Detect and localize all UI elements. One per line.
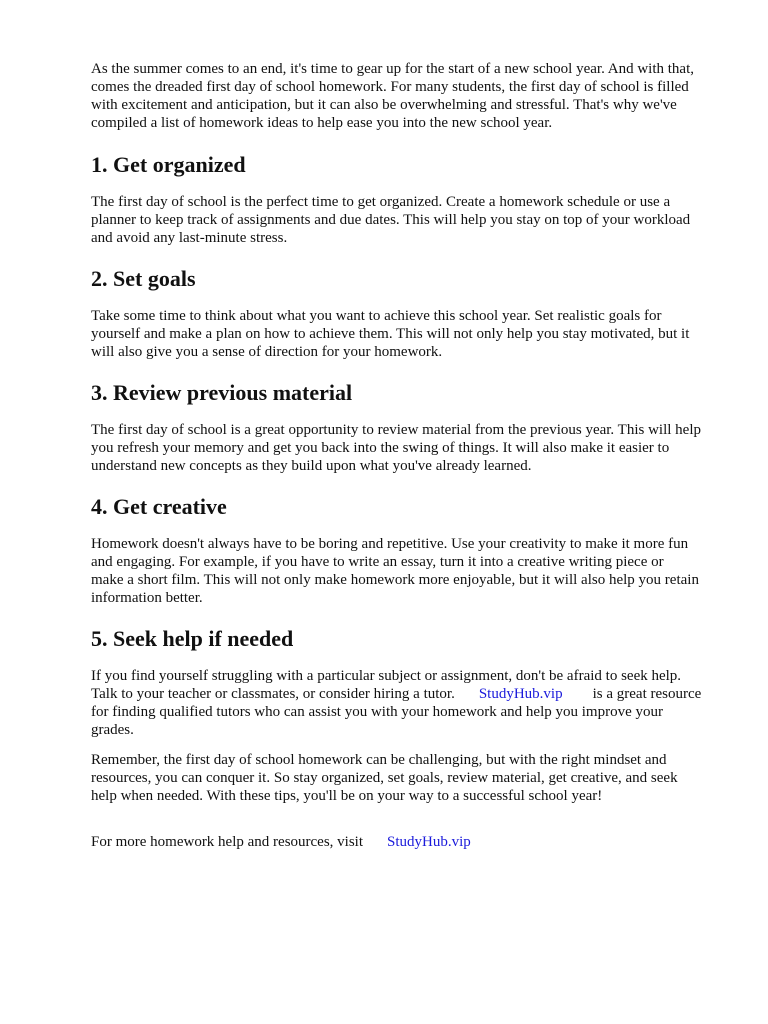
footer-line: [91, 833, 731, 851]
paragraph-get-creative: Homework doesn't always have to be boring and repetitive. Use your creativity to make it more fun and engaging. For example, if you have to write an essay, turn it into a creative writing piece or make a short film. This will not only make homework more enjoyable, but it will also help you retain information better.: [91, 536, 699, 606]
seek-help-line-1: If you find yourself struggling with a particular subject or assignment, don't be afraid to seek help.: [91, 668, 682, 684]
heading-set-goals: 2. Set goals: [91, 266, 196, 291]
heading-seek-help: 5. Seek help if needed: [91, 626, 294, 651]
document-page: [91, 60, 731, 851]
paragraph-review-previous-material: The first day of school is a great opportunity to review material from the previous year. This will help you refresh your memory and get you back into the swing of things. It will also make it easier to understand new concepts as they build upon what you've already learned.: [91, 422, 701, 474]
seek-help-line-2: [91, 685, 731, 703]
seek-help-line-2-after: is a great resource: [592, 686, 702, 702]
studyhub-link-footer[interactable]: StudyHub.vip: [387, 834, 471, 850]
heading-get-creative: 4. Get creative: [91, 494, 227, 519]
seek-help-rest: for finding qualified tutors who can assist you with your homework and help you improve your grades.: [91, 704, 663, 738]
closing-paragraph: Remember, the first day of school homework can be challenging, but with the right mindset and resources, you can conquer it. So stay organized, set goals, review material, get creative, and seek help when needed. With these tips, you'll be on your way to a successful school year!: [91, 752, 678, 804]
studyhub-link-inline[interactable]: StudyHub.vip: [478, 686, 563, 702]
intro-paragraph: As the summer comes to an end, it's time to gear up for the start of a new school year. And with that, comes the dreaded first day of school homework. For many students, the first day of school is filled with excitement and anticipation, but it can also be overwhelming and stressful. That's why we've compiled a list of homework ideas to help ease you into the new school year.: [91, 61, 694, 131]
paragraph-set-goals: Take some time to think about what you want to achieve this school year. Set realistic goals for yourself and make a plan on how to achieve them. This will not only help you stay motivated, but it will also give you a sense of direction for your homework.: [91, 308, 690, 360]
seek-help-line-2-before: Talk to your teacher or classmates, or consider hiring a tutor.: [91, 686, 455, 702]
paragraph-get-organized: The first day of school is the perfect time to get organized. Create a homework schedule or use a planner to keep track of assignments and due dates. This will help you stay on top of your workload and avoid any last-minute stress.: [91, 194, 691, 246]
paragraph-seek-help: [91, 667, 731, 739]
heading-review-previous-material: 3. Review previous material: [91, 380, 353, 405]
heading-get-organized: 1. Get organized: [91, 152, 246, 177]
footer-text: For more homework help and resources, visit: [91, 834, 364, 850]
